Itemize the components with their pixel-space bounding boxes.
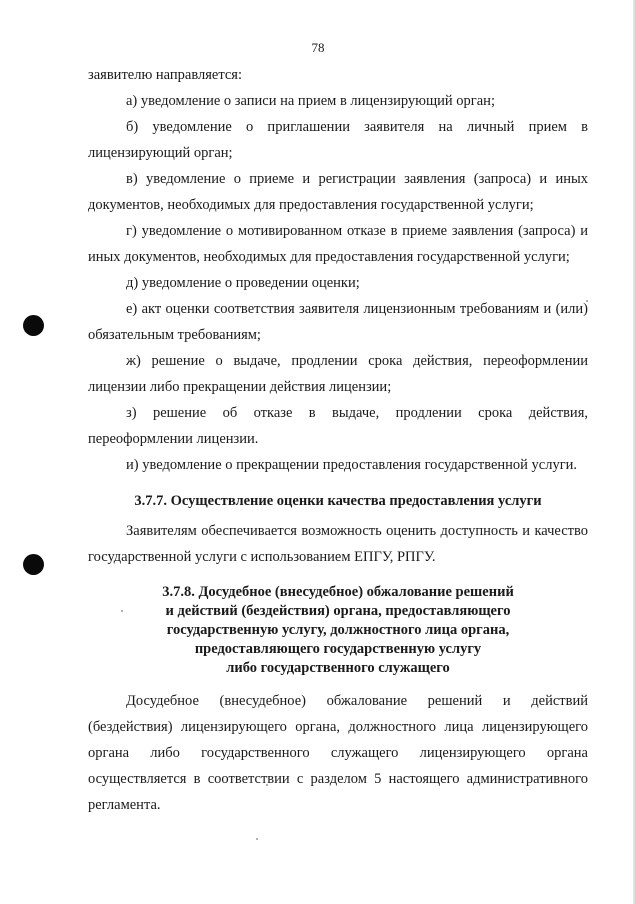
list-item-d: д) уведомление о проведении оценки; bbox=[126, 275, 360, 291]
paragraph-intro: заявителю направляется: bbox=[88, 67, 242, 83]
heading-line: 3.7.8. Досудебное (внесудебное) обжалование решений bbox=[162, 584, 514, 600]
page-body bbox=[88, 62, 588, 818]
punch-hole-upper bbox=[23, 315, 44, 336]
heading-line: предоставляющего государственную услугу bbox=[194, 641, 482, 657]
page-number: 78 bbox=[311, 40, 325, 55]
list-item-i: и) уведомление о прекращении предоставления государственной услуги. bbox=[126, 457, 578, 473]
section-text-377: Заявителям обеспечивается возможность оценить доступность и качество государственной услуги с использованием ЕПГУ, РПГУ. bbox=[88, 523, 588, 565]
punch-hole-lower bbox=[23, 554, 44, 575]
scan-speck bbox=[256, 838, 258, 840]
list-item-v: в) уведомление о приеме и регистрации заявления (запроса) и иных документов, необходимых для предоставления государственной услуги; bbox=[88, 171, 588, 213]
section-heading-377: 3.7.7. Осуществление оценки качества предоставления услуги bbox=[134, 493, 542, 509]
heading-line: государственную услугу, должностного лица органа, bbox=[166, 622, 510, 638]
section-text-378: Досудебное (внесудебное) обжалование решений и действий (бездействия) лицензирующего органа, должностного лица лицензирующего органа либо государственного служащего лицензирующего органа осуществляется в соответствии с разделом 5 настоящего административного регламента. bbox=[88, 693, 588, 813]
list-item-b: б) уведомление о приглашении заявителя на личный прием в лицензирующий орган; bbox=[88, 119, 588, 161]
heading-line: либо государственного служащего bbox=[226, 660, 450, 676]
list-item-zh: ж) решение о выдаче, продлении срока действия, переоформлении лицензии либо прекращении действия лицензии; bbox=[88, 353, 588, 395]
list-item-g: г) уведомление о мотивированном отказе в приеме заявления (запроса) и иных документов, необходимых для предоставления государственной услуги; bbox=[88, 223, 588, 265]
list-item-z: з) решение об отказе в выдаче, продлении срока действия, переоформлении лицензии. bbox=[88, 405, 588, 447]
section-heading-378 bbox=[88, 583, 588, 678]
list-item-a: а) уведомление о записи на прием в лицензирующий орган; bbox=[126, 93, 495, 109]
heading-line: и действий (бездействия) органа, предоставляющего bbox=[165, 603, 511, 619]
list-item-e: е) акт оценки соответствия заявителя лицензионным требованиям и (или) обязательным требованиям; bbox=[88, 301, 588, 343]
